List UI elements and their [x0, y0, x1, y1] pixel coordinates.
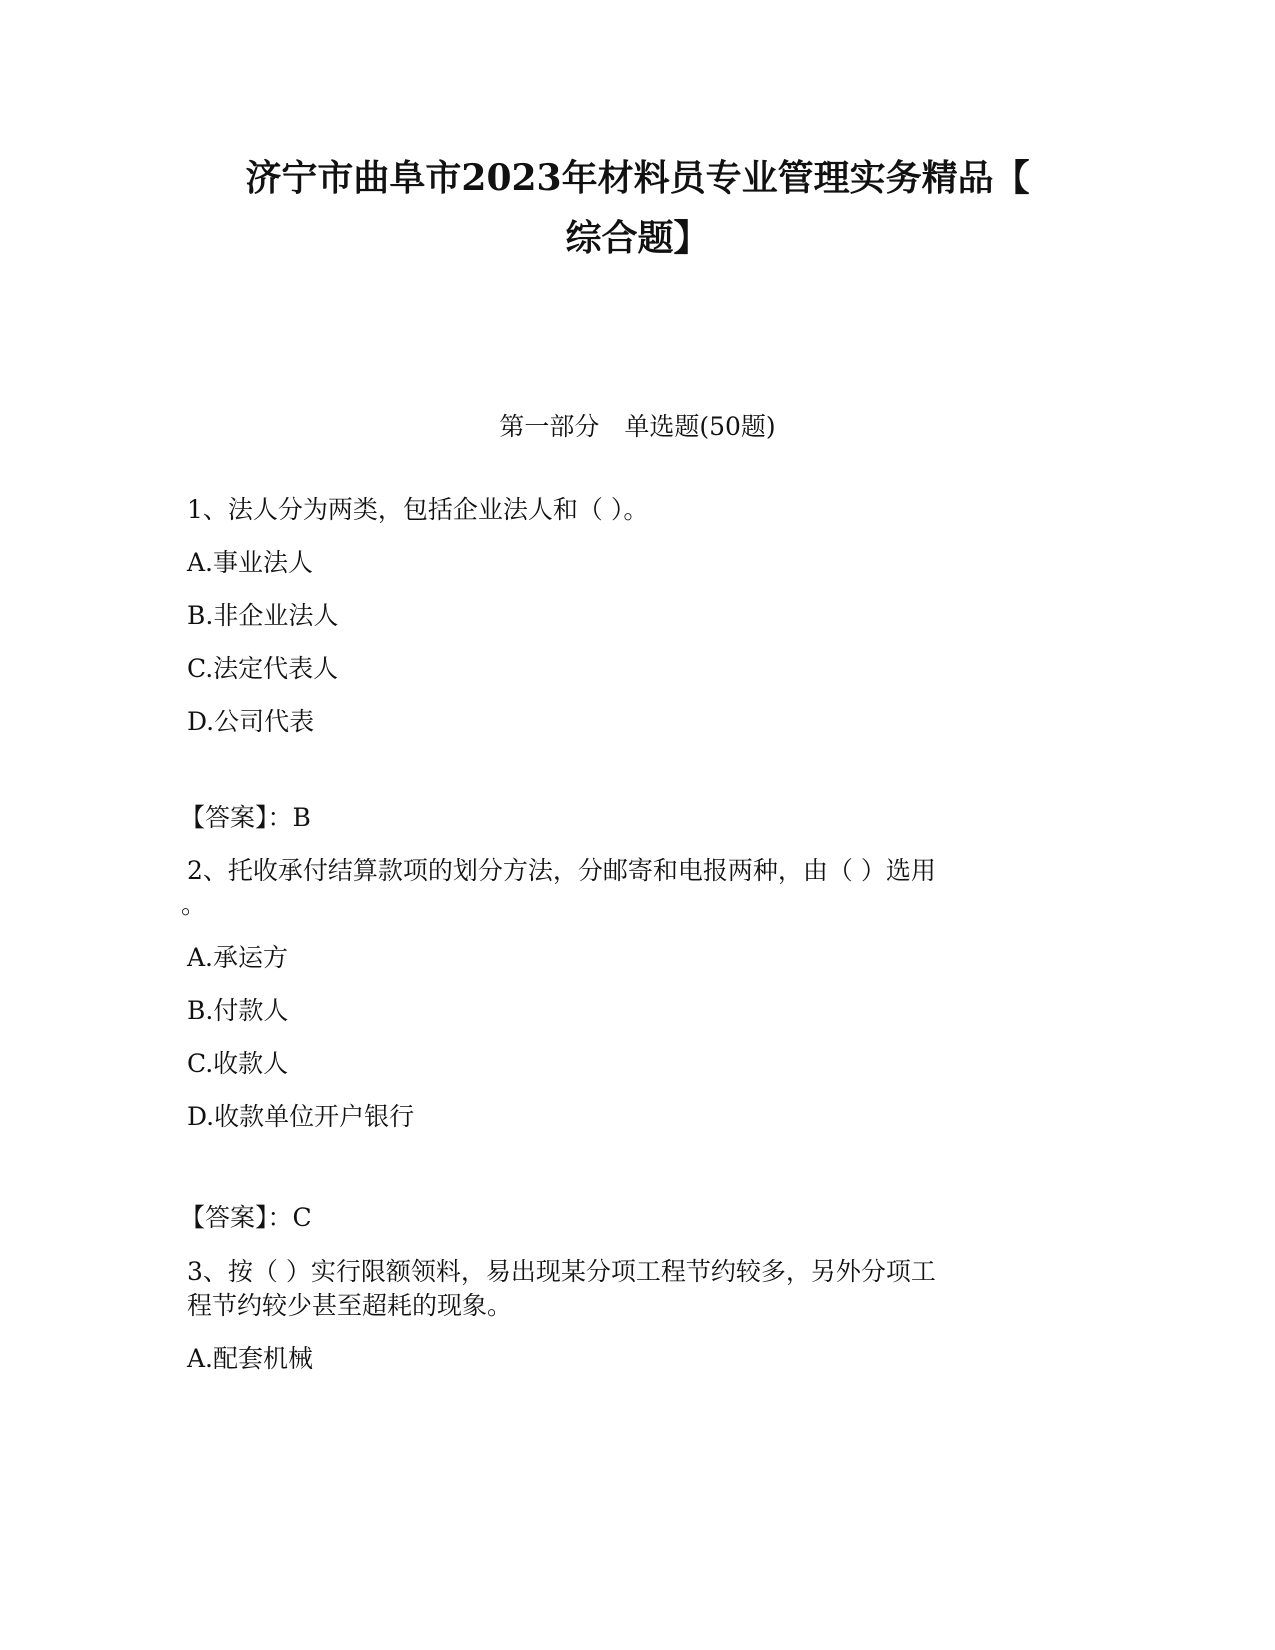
question-2	[181, 854, 1067, 1134]
answer-text: 【答案】：B	[180, 803, 311, 832]
option-a: A.承运方	[187, 943, 289, 972]
answer-1	[180, 801, 1060, 835]
option-c: C.收款人	[187, 1049, 289, 1078]
section-heading: 第一部分 单选题(50题)	[499, 412, 776, 441]
question-stem-line-1: 2、托收承付结算款项的划分方法，分邮寄和电报两种，由（ ）选用	[187, 856, 936, 885]
question-stem-line-2: 。	[181, 890, 207, 919]
option-b: B.非企业法人	[187, 601, 339, 630]
question-stem: 1、法人分为两类，包括企业法人和（ ）。	[187, 495, 649, 524]
option-b: B.付款人	[187, 996, 289, 1025]
question-3	[187, 1255, 1067, 1376]
document-title-line-2: 综合题】	[565, 217, 710, 259]
option-c: C.法定代表人	[187, 654, 339, 683]
option-d: D.公司代表	[187, 707, 315, 736]
document-title-line-1: 济宁市曲阜市2023年材料员专业管理实务精品【	[245, 157, 1030, 199]
option-d: D.收款单位开户银行	[187, 1102, 415, 1131]
question-1	[187, 493, 1067, 739]
answer-2	[180, 1201, 1060, 1235]
option-a: A.配套机械	[187, 1344, 314, 1373]
question-stem-line-1: 3、按（ ）实行限额领料，易出现某分项工程节约较多，另外分项工	[187, 1257, 936, 1286]
question-stem-line-2: 程节约较少甚至超耗的现象。	[187, 1291, 513, 1320]
answer-text: 【答案】：C	[180, 1203, 312, 1232]
option-a: A.事业法人	[187, 548, 314, 577]
